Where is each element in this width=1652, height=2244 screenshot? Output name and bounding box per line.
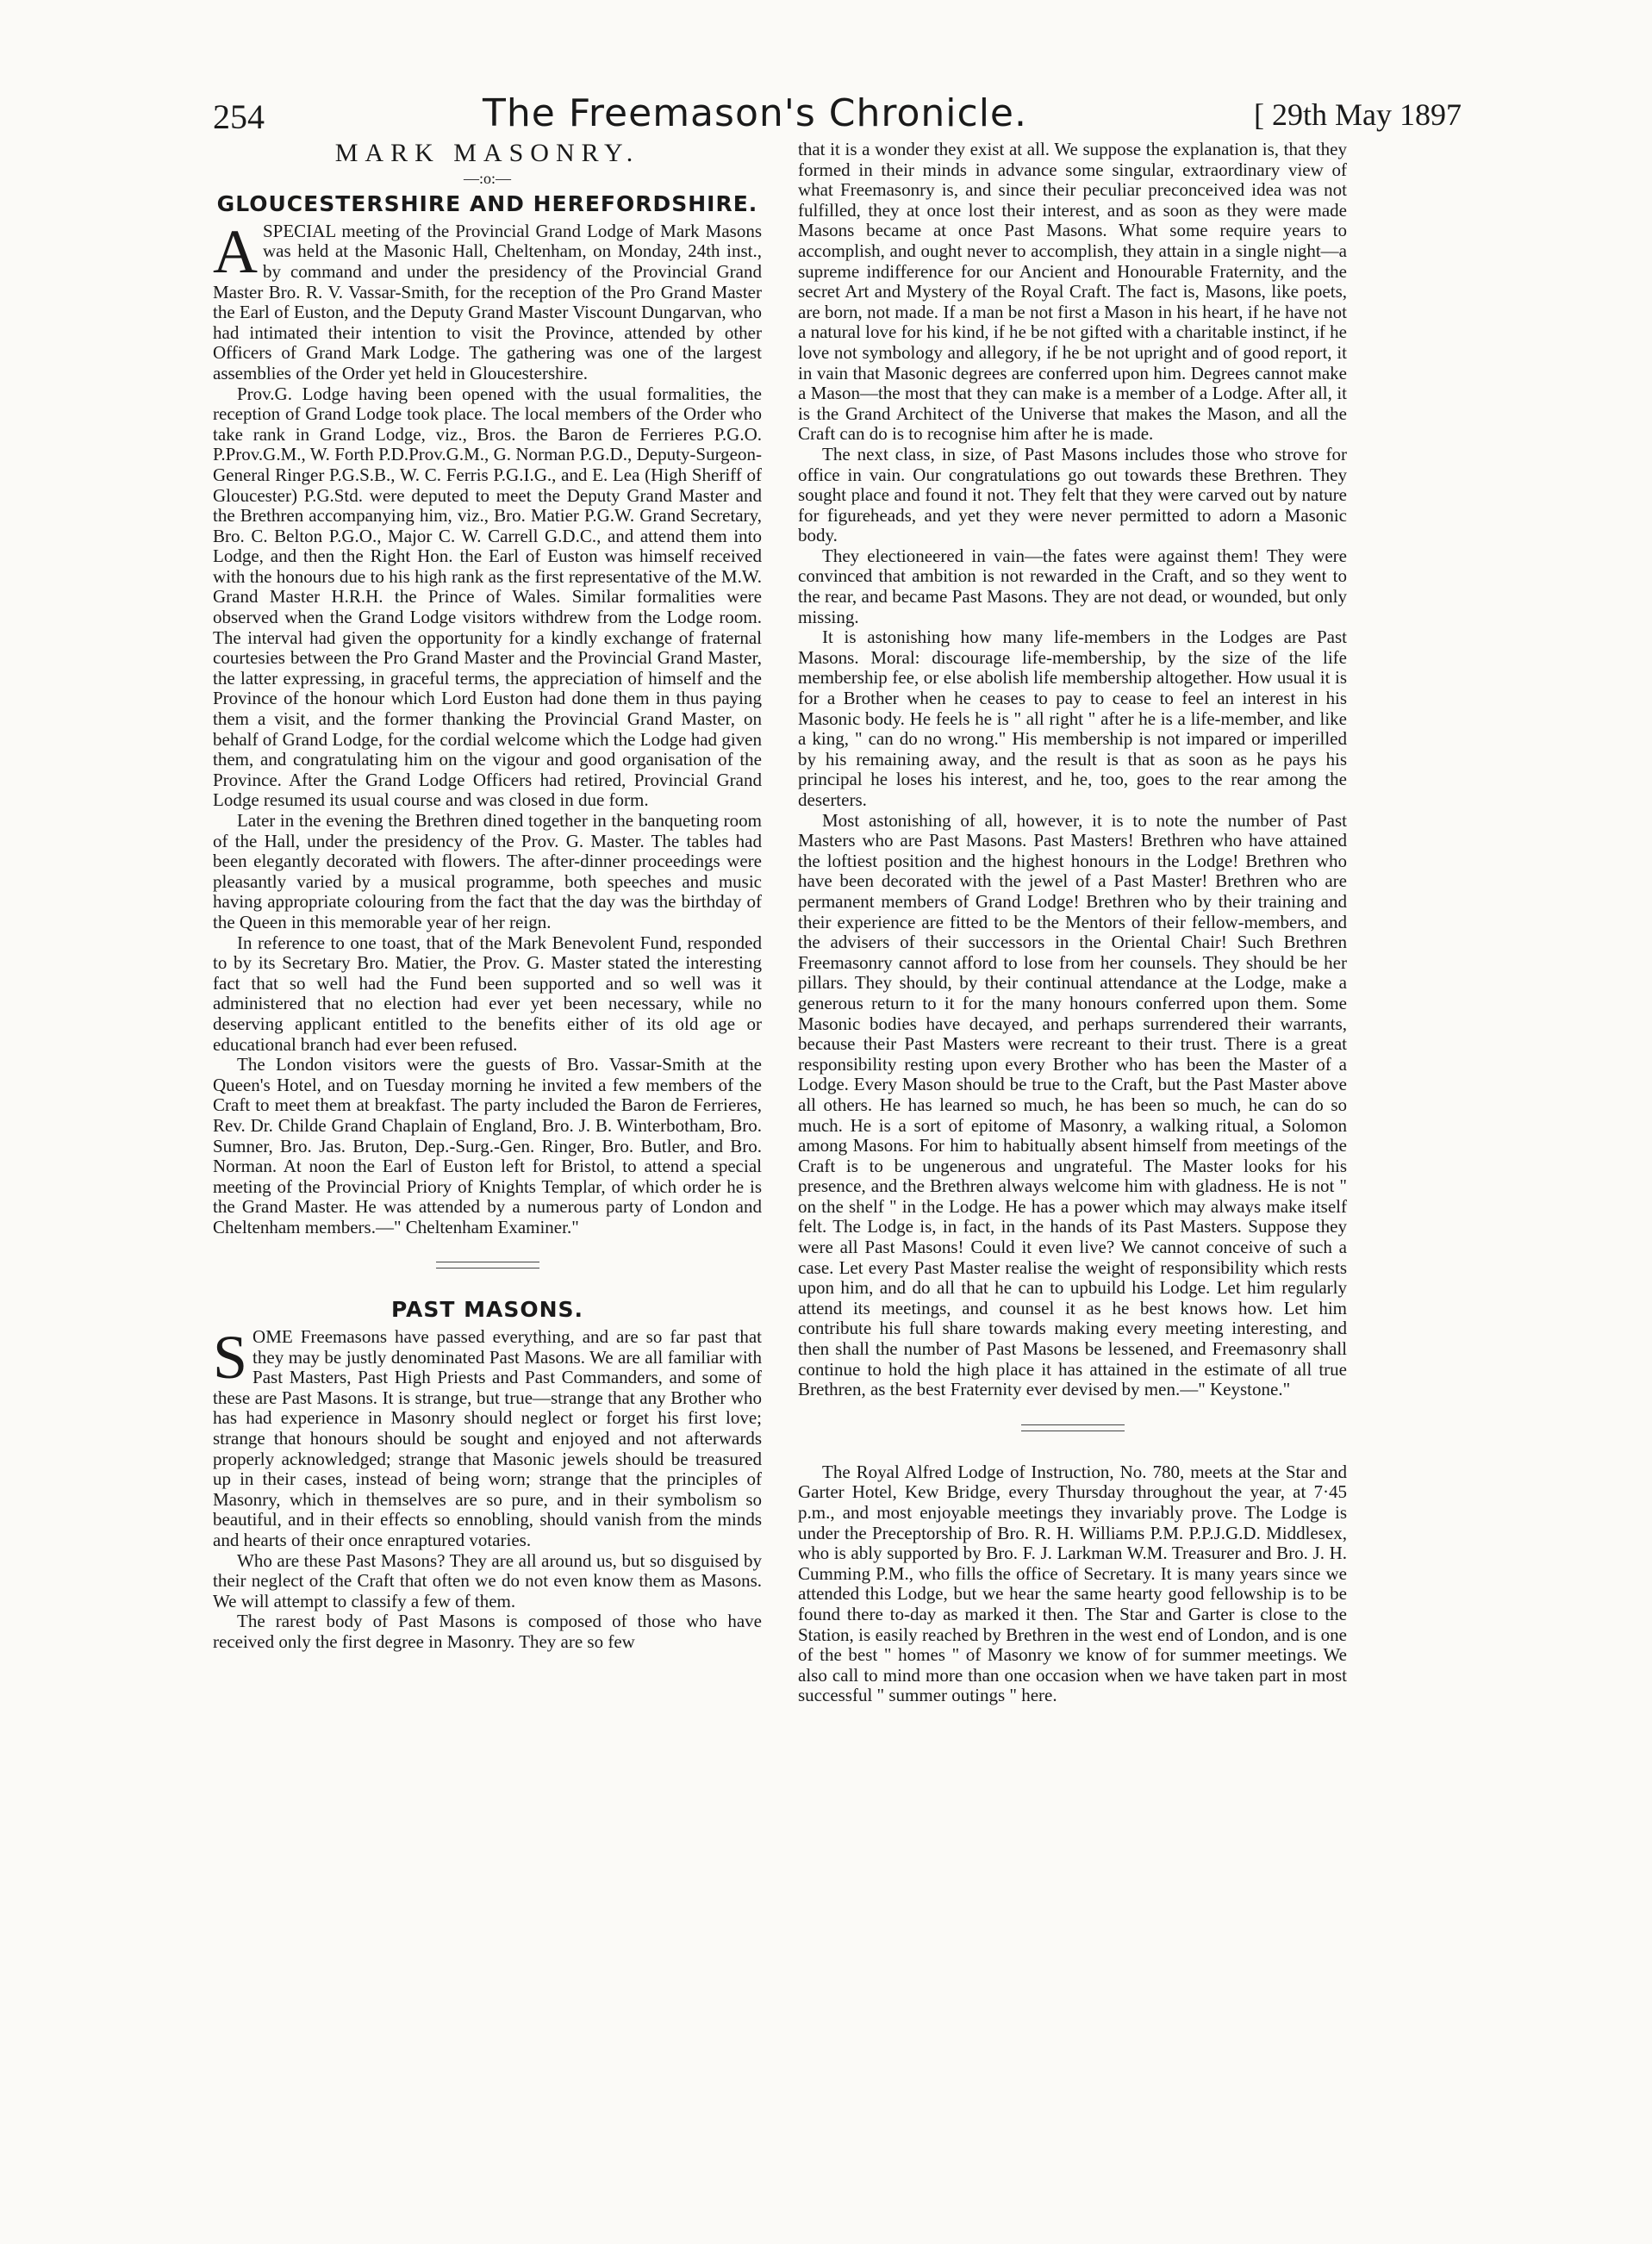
drop-cap: A: [213, 216, 258, 286]
right-column: [798, 140, 1347, 1706]
paragraph: They electioneered in vain—the fates were against them! They were convinced that ambition is not rewarded in the Craft, and so they went to the rear, and became Past Masons. They are not dead, or wounded, but only missing.: [798, 545, 1347, 627]
masthead-title: The Freemason's Chronicle.: [483, 91, 1027, 135]
paragraph: [213, 1323, 762, 1551]
page-number: 254: [213, 97, 265, 136]
paragraph-royal-alfred-lodge: The Royal Alfred Lodge of Instruction, No. 780, meets at the Star and Garter Hotel, Kew Bridge, every Thursday throughout the year, at 7·45 p.m., and most enjoyable meetings they invariably prove. The Lodge is under the Preceptorship of Bro. R. H. Williams P.M. P.P.J.G.D. Middlesex, who is ably supported by Bro. F. J. Larkman W.M. Treasurer and Bro. J. H. Cumming P.M., who fills the office of Secretary. It is many years since we attended this Lodge, but we hear the same hearty good fellowship is to be found there to-day as marked it then. The Star and Garter is close to the Station, is easily reached by Brethren in the west end of London, and is one of the best " homes " of Masonry we know of for summer meetings. We also call to mind more than one occasion when we have taken part in most successful " summer outings " here.: [798, 1461, 1347, 1706]
paragraph-text: OME Freemasons have passed everything, and are so far past that they may be justly denominated Past Masons. We are all familiar with Past Masters, Past High Priests and Past Commanders, and some of these are Past Masons. It is strange, but true—strange that any Brother who has had experience in Masonry should neglect or forget his first love; strange that honours should be sought and enjoyed and not afterwards properly acknowledged; strange that Masonic jewels should be treasured up in their cases, instead of being worn; strange that the principles of Masonry, which in themselves are so pure, and in their symbolism so beautiful, and in their effects so ennobling, should vanish from the minds and hearts of their once enraptured votaries.: [213, 1326, 762, 1550]
paragraph: Most astonishing of all, however, it is to note the number of Past Masters who are Past Masons. Past Masters! Brethren who have attained the loftiest position and the highest honours in the Lodge! Brethren who have been decorated with the jewel of a Past Master! Brethren who are permanent members of Grand Lodge! Brethren who by their training and their experience are fitted to be the Mentors of their fellow-members, and the advisers of their successors in the Oriental Chair! Such Brethren Freemasonry cannot afford to lose from her counsels. They should be her pillars. They should, by their continual attendance at the Lodge, make a generous return to it for the many honours conferred upon them. Some Masonic bodies have decayed, and perhaps surrendered their warrants, because their Past Masters were recreant to their trust. There is a great responsibility resting upon every Brother who has been the Master of a Lodge. Every Mason should be true to the Craft, but the Past Master above all others. He has learned so much, he has been so much, he can do so much. He is a sort of epitome of Masonry, a walking ritual, a Solomon among Masons. For him to habitually absent himself from meetings of the Craft is to be ungenerous and ungrateful. The Master looks for his presence, and the Brethren always welcome him with gladness. He is not " on the shelf " in the Lodge. He has a power which may always make itself felt. The Lodge is, in fact, in the hands of its Past Masters. Suppose they were all Past Masons! Could it even live? We cannot conceive of such a case. Let every Past Master realise the weight of responsibility which rests upon him, and do all that he can to upbuild his Lodge. Let him regularly attend its meetings, and counsel it as he best knows how. Let him contribute his full share towards making every meeting interesting, and then shall the number of Past Masons be lessened, and Freemasonry shall continue to hold the high place it has attained in the estimate of all true Brethren, as the best Fraternity ever devised by men.—" Keystone.": [798, 809, 1347, 1400]
drop-cap: S: [213, 1323, 248, 1393]
paragraph: The rarest body of Past Masons is composed of those who have received only the first degree in Masonry. They are so few: [213, 1611, 762, 1652]
section-divider: [436, 1262, 539, 1268]
paragraph: The London visitors were the guests of Bro. Vassar-Smith at the Queen's Hotel, and on Tuesday morning he invited a few members of the Craft to meet them at breakfast. The party included the Baron de Ferrieres, Rev. Dr. Childe Grand Chaplain of England, Bro. J. B. Winterbotham, Bro. Sumner, Bro. Jas. Bruton, Dep.-Surg.-Gen. Ringer, Bro. Butler, and Bro. Norman. At noon the Earl of Euston left for Bristol, to attend a special meeting of the Provincial Priory of Knights Templar, of which order he is the Grand Master. He was attended by a numerous party of London and Cheltenham members.—" Cheltenham Examiner.": [213, 1054, 762, 1237]
section-heading-mark-masonry: MARK MASONRY.: [334, 139, 640, 167]
paragraph: Prov.G. Lodge having been opened with the usual formalities, the reception of Grand Lodge took place. The local members of the Order who take rank in Grand Lodge, viz., Bros. the Baron de Ferrieres P.G.O. P.Prov.G.M., W. Forth P.D.Prov.G.M., G. Norman P.G.D., Deputy-Surgeon-General Ringer P.G.S.B., W. C. Ferris P.G.I.G., and E. Lea (High Sheriff of Gloucester) P.G.Std. were deputed to meet the Deputy Grand Master and the Brethren accompanying him, viz., Bro. Matier P.G.W. Grand Secretary, Bro. C. Belton P.G.O., Major C. W. Carrell G.D.C., and attend them into Lodge, and then the Right Hon. the Earl of Euston was himself received with the honours due to his high rank as the first representative of the M.W. Grand Master H.R.H. the Prince of Wales. Similar formalities were observed when the Grand Lodge visitors withdrew from the Lodge room. The interval had given the opportunity for a kindly exchange of fraternal courtesies between the Pro Grand Master and the Provincial Grand Master, the latter expressing, in graceful terms, the appreciation of himself and the Province of the honour which Lord Euston had done them in thus paying them a visit, and the former thanking the Provincial Grand Master, on behalf of Grand Lodge, for the cordial welcome which the Lodge had given them, and congratulating him on the vigour and good organisation of the Province. After the Grand Lodge Officers had retired, Provincial Grand Lodge resumed its usual course and was closed in due form.: [213, 383, 762, 811]
page-header: [0, 0, 1652, 136]
paragraph: It is astonishing how many life-members in the Lodges are Past Masons. Moral: discourage life-membership, by the size of the life membership fee, or else abolish life membership altogether. How usual it is for a Brother when he ceases to pay to cease to feel an interest in his Masonic body. He feels he is " all right " after he is a life-member, and like a king, " can do no wrong." His membership is not impared or imperilled by his remaining away, and the result is that as soon as he pays his principal he loses his interest, and he, too, goes to the rear among the deserters.: [798, 626, 1347, 810]
paragraph: that it is a wonder they exist at all. We suppose the explanation is, that they formed in their minds in advance some singular, extraordinary view of what Freemasonry is, and since their peculiar preconceived idea was not fulfilled, they at once lost their interest, and as soon as they were made Masons became at once Past Masons. What some require years to accomplish, and ought never to accomplish, they attain in a single night—a supreme indifference for our Ancient and Honourable Fraternity, and the secret Art and Mystery of the Royal Craft. The fact is, Masons, like poets, are born, not made. If a man be not first a Mason in his heart, if he have not a natural love for his kind, if he be not gifted with a charitable instinct, if he love not symbology and allegory, if he be not upright and of good report, it in vain that Masonic degrees are conferred upon him. Degrees cannot make a Mason—the most that they can make is a member of a Lodge. After all, it is the Grand Architect of the Universe that makes the Mason, and all the Craft can do is to recognise him after he is made.: [798, 139, 1347, 445]
left-column: [213, 140, 762, 1653]
issue-date: [ 29th May 1897: [1254, 97, 1462, 132]
section-heading-past-masons: PAST MASONS.: [390, 1297, 584, 1323]
paragraph: Who are these Past Masons? They are all around us, but so disguised by their neglect of the Craft that often we do not even know them as Masons. We will attempt to classify a few of them.: [213, 1549, 762, 1611]
paragraph: [213, 216, 762, 384]
paragraph-text: SPECIAL meeting of the Provincial Grand Lodge of Mark Masons was held at the Masonic Hall, Cheltenham, on Monday, 24th inst., by command and under the presidency of the Provincial Grand Master Bro. R. V. Vassar-Smith, for the reception of the Pro Grand Master the Earl of Euston, and the Deputy Grand Master Viscount Dungarvan, who had intimated their intention to visit the Province, attended by other Officers of Grand Mark Lodge. The gathering was one of the largest assemblies of the Order yet held in Gloucestershire.: [213, 220, 762, 383]
heading-separator: —:o:—: [463, 169, 511, 187]
paragraph: Later in the evening the Brethren dined together in the banqueting room of the Hall, under the presidency of the Prov. G. Master. The tables had been elegantly decorated with flowers. The after-dinner proceedings were pleasantly varied by a musical programme, both speeches and music having appropriate colouring from the fact that the day was the birthday of the Queen in this memorable year of her reign.: [213, 810, 762, 932]
subheading-gloucestershire: GLOUCESTERSHIRE AND HEREFORDSHIRE.: [216, 191, 758, 217]
section-divider: [1021, 1424, 1125, 1431]
paragraph: In reference to one toast, that of the Mark Benevolent Fund, responded to by its Secretary Bro. Matier, the Prov. G. Master stated the interesting fact that so well had the Fund been supported and so well was it administered that no election had ever yet been necessary, while no deserving applicant entitled to the benefits either of its old age or educational branch had ever been refused.: [213, 932, 762, 1055]
paragraph: The next class, in size, of Past Masons includes those who strove for office in vain. Our congratulations go out towards these Brethren. They sought place and found it not. They felt that they were carved out by nature for figureheads, and yet they were never permitted to adorn a Masonic body.: [798, 443, 1347, 546]
